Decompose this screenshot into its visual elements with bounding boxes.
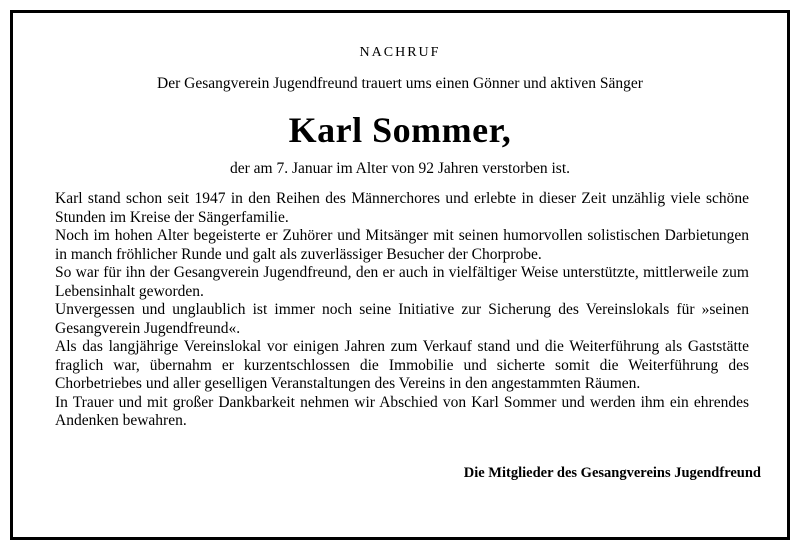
paragraph: Als das langjährige Vereinslokal vor einigen Jahren zum Verkauf stand und die Weiterführung als Gaststätte fraglich war, übernahm er kurzentschlossen die Immobilie und sicherte somit die Weiterführung des Chorbetriebes und aller geselligen Veranstaltungen des Vereins in den angestammten Räumen. [55,338,749,392]
intro-line: Der Gesangverein Jugendfreund trauert ums einen Gönner und aktiven Sänger [157,75,643,92]
signature: Die Mitglieder des Gesangvereins Jugendfreund [463,465,761,481]
paragraph: Noch im hohen Alter begeisterte er Zuhörer und Mitsänger mit seinen humorvollen solistischen Darbietungen in manch fröhlicher Runde und galt als zuverlässiger Besucher der Chorprobe. [55,227,749,263]
obituary-heading: NACHRUF [359,45,441,60]
obituary-body [55,190,749,431]
obituary-content [13,13,787,537]
paragraph: In Trauer und mit großer Dankbarkeit nehmen wir Abschied von Karl Sommer und werden ihm ein ehrendes Andenken bewahren. [55,393,749,429]
obituary-frame [10,10,790,540]
paragraph: Unvergessen und unglaublich ist immer noch seine Initiative zur Sicherung des Vereinslokals für »seinen Gesangverein Jugendfreund«. [55,301,749,337]
deceased-name: Karl Sommer, [288,110,512,150]
paragraph: So war für ihn der Gesangverein Jugendfreund, den er auch in vielfältiger Weise unterstützte, mittlerweile zum Lebensinhalt geworden. [55,264,749,300]
paragraph: Karl stand schon seit 1947 in den Reihen des Männerchores und erlebte in dieser Zeit unzählig viele schöne Stunden im Kreise der Sängerfamilie. [55,190,749,226]
death-line: der am 7. Januar im Alter von 92 Jahren verstorben ist. [229,160,571,177]
